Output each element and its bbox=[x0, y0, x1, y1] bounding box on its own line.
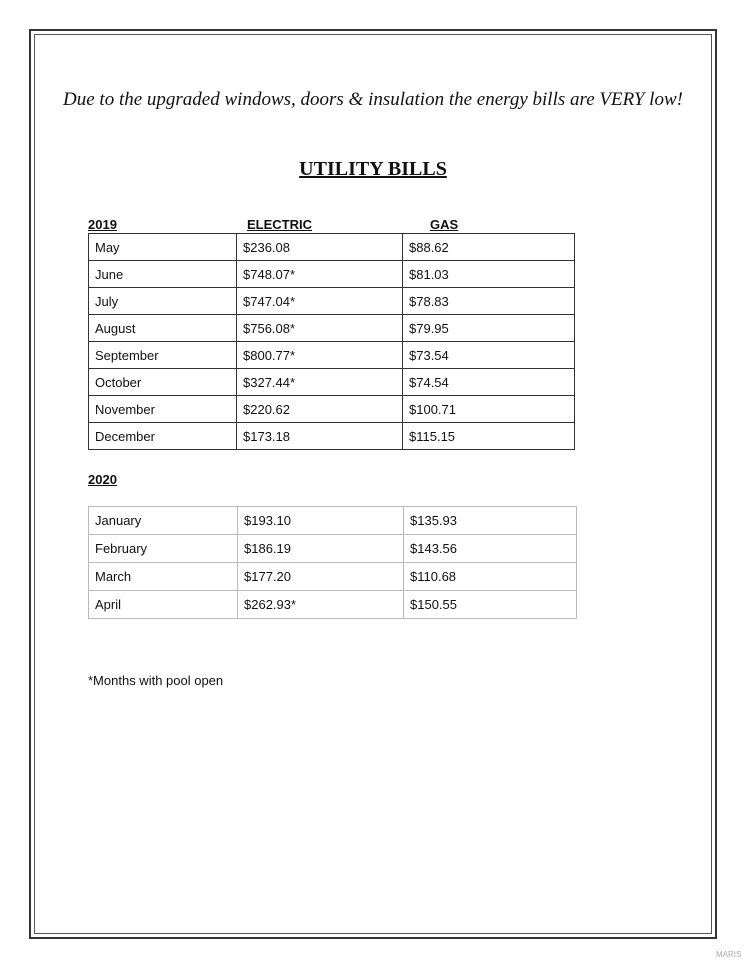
year-2019-label: 2019 bbox=[88, 217, 117, 232]
page-title-text: UTILITY BILLS bbox=[299, 158, 447, 180]
table-row bbox=[89, 507, 577, 535]
month-cell: March bbox=[89, 563, 238, 591]
gas-cell: $150.55 bbox=[404, 591, 577, 619]
gas-cell: $74.54 bbox=[403, 369, 575, 396]
table-row bbox=[89, 396, 575, 423]
month-cell: January bbox=[89, 507, 238, 535]
headline: Due to the upgraded windows, doors & insulation the energy bills are VERY low! bbox=[63, 89, 683, 110]
gas-cell: $115.15 bbox=[403, 423, 575, 450]
table-2019 bbox=[88, 233, 575, 450]
electric-cell: $756.08* bbox=[237, 315, 403, 342]
gas-cell: $88.62 bbox=[403, 234, 575, 261]
table-row bbox=[89, 535, 577, 563]
month-cell: May bbox=[89, 234, 237, 261]
footnote: *Months with pool open bbox=[88, 673, 224, 688]
electric-cell: $193.10 bbox=[238, 507, 404, 535]
table-row bbox=[89, 288, 575, 315]
month-cell: April bbox=[89, 591, 238, 619]
table-row bbox=[89, 423, 575, 450]
month-cell: October bbox=[89, 369, 237, 396]
month-cell: June bbox=[89, 261, 237, 288]
table-2020 bbox=[88, 506, 577, 619]
electric-header: ELECTRIC bbox=[247, 217, 312, 232]
month-cell: February bbox=[89, 535, 238, 563]
table-row bbox=[89, 563, 577, 591]
gas-cell: $79.95 bbox=[403, 315, 575, 342]
electric-cell: $800.77* bbox=[237, 342, 403, 369]
gas-header: GAS bbox=[430, 217, 459, 232]
month-cell: November bbox=[89, 396, 237, 423]
electric-cell: $747.04* bbox=[237, 288, 403, 315]
electric-cell: $186.19 bbox=[238, 535, 404, 563]
electric-cell: $748.07* bbox=[237, 261, 403, 288]
table-row bbox=[89, 234, 575, 261]
gas-cell: $73.54 bbox=[403, 342, 575, 369]
year-2020-label: 2020 bbox=[88, 472, 117, 487]
gas-cell: $110.68 bbox=[404, 563, 577, 591]
gas-cell: $135.93 bbox=[404, 507, 577, 535]
electric-cell: $236.08 bbox=[237, 234, 403, 261]
watermark: MARIS bbox=[716, 950, 742, 959]
gas-cell: $143.56 bbox=[404, 535, 577, 563]
month-cell: September bbox=[89, 342, 237, 369]
table-row bbox=[89, 369, 575, 396]
page-title bbox=[34, 158, 712, 181]
gas-cell: $78.83 bbox=[403, 288, 575, 315]
gas-cell: $100.71 bbox=[403, 396, 575, 423]
month-cell: August bbox=[89, 315, 237, 342]
gas-cell: $81.03 bbox=[403, 261, 575, 288]
electric-cell: $262.93* bbox=[238, 591, 404, 619]
month-cell: July bbox=[89, 288, 237, 315]
table-row bbox=[89, 342, 575, 369]
electric-cell: $220.62 bbox=[237, 396, 403, 423]
table-row bbox=[89, 591, 577, 619]
electric-cell: $173.18 bbox=[237, 423, 403, 450]
table-row bbox=[89, 261, 575, 288]
table-row bbox=[89, 315, 575, 342]
electric-cell: $327.44* bbox=[237, 369, 403, 396]
electric-cell: $177.20 bbox=[238, 563, 404, 591]
month-cell: December bbox=[89, 423, 237, 450]
